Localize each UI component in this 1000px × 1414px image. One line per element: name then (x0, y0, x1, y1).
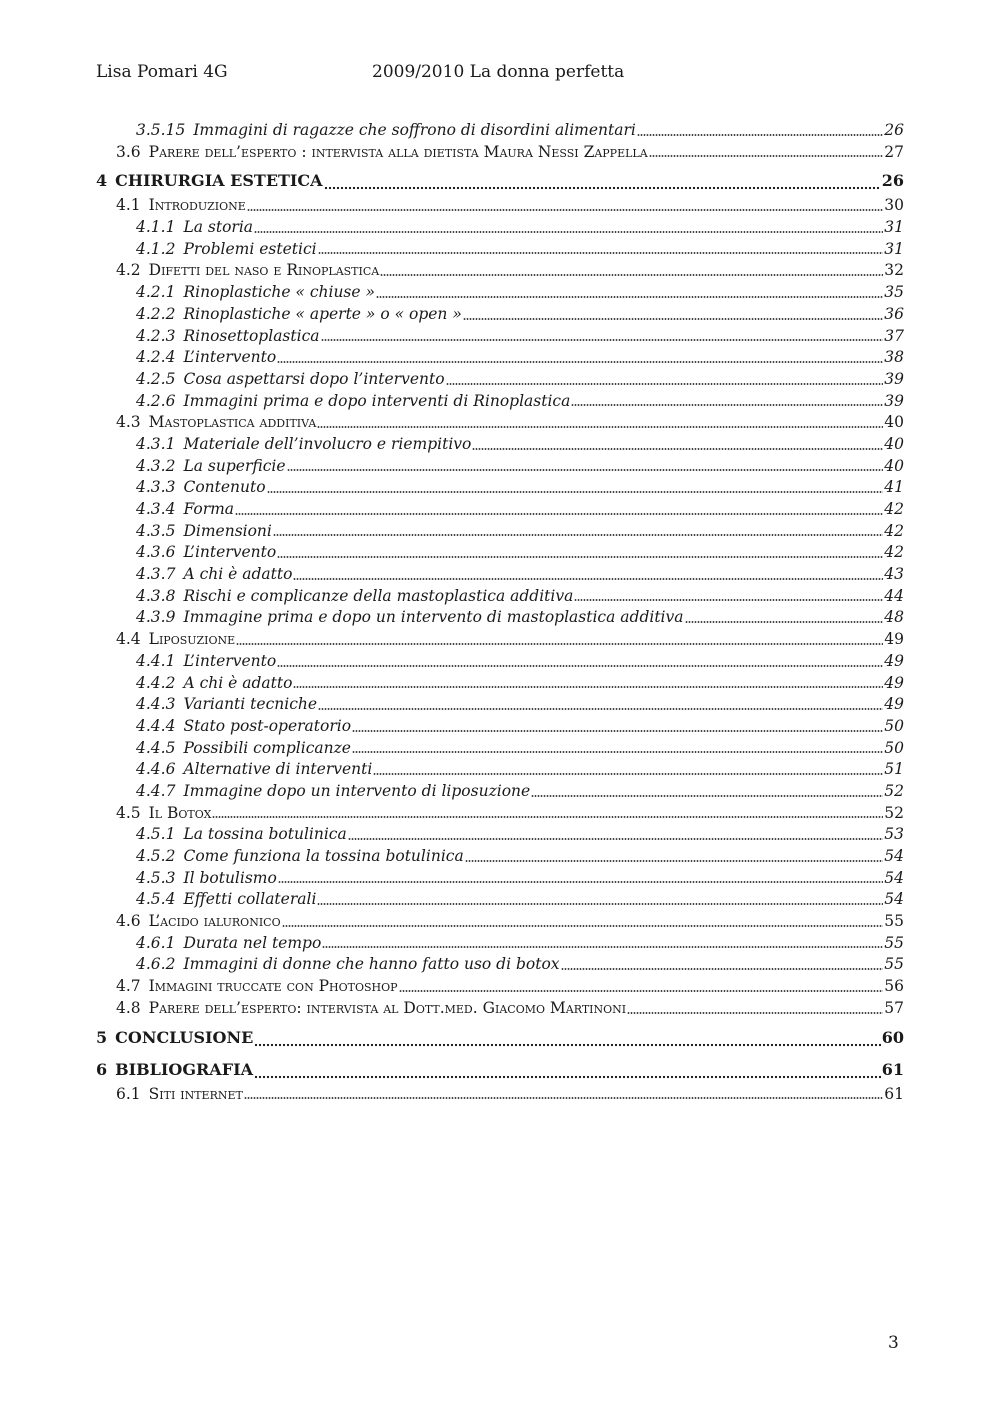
toc-entry-label (136, 499, 234, 521)
toc-entry-page: 56 (884, 977, 904, 996)
toc-entry-number: 4.4 (116, 630, 141, 649)
toc-entry-number: 4.8 (116, 998, 141, 1017)
toc-entry-page: 55 (884, 955, 904, 974)
toc-dot-leader (267, 490, 884, 494)
toc-entry-text: Il Botox (148, 803, 212, 822)
toc-entry-page: 60 (881, 1027, 904, 1047)
toc-entry[interactable] (96, 499, 904, 521)
toc-entry[interactable] (96, 651, 904, 673)
toc-entry-number: 4.7 (116, 977, 141, 996)
toc-entry-number: 3.6 (116, 142, 141, 161)
toc-entry-label (136, 521, 272, 543)
toc-dot-leader (324, 186, 881, 190)
toc-entry[interactable] (96, 564, 904, 586)
toc-entry-label (136, 586, 573, 608)
toc-entry-label (136, 217, 253, 239)
toc-entry[interactable] (96, 412, 904, 434)
toc-entry[interactable] (96, 673, 904, 695)
toc-entry-text: Immagine prima e dopo un intervento di mastoplastica additiva (183, 608, 684, 627)
toc-dot-leader (293, 577, 883, 581)
toc-entry-text: Cosa aspettarsi dopo l’intervento (183, 369, 445, 388)
toc-entry-number: 4.3 (116, 413, 141, 432)
toc-entry-number: 4.3.2 (136, 456, 176, 475)
toc-entry-page: 54 (884, 868, 904, 887)
toc-dot-leader (247, 208, 883, 212)
toc-entry-text: La superficie (183, 456, 286, 475)
toc-entry[interactable] (96, 239, 904, 261)
toc-entry-text: Rinosettoplastica (183, 326, 320, 345)
toc-entry-page: 53 (884, 825, 904, 844)
toc-entry-label (136, 239, 317, 261)
toc-entry-text: Possibili complicanze (183, 738, 351, 757)
toc-entry-page: 49 (884, 695, 904, 714)
toc-entry-number: 4.5.2 (136, 847, 176, 865)
toc-entry-number: 4.4.7 (136, 781, 176, 800)
toc-entry-text: Varianti tecniche (183, 695, 318, 714)
toc-entry-number: 6.1 (116, 1084, 141, 1103)
toc-entry-label (96, 1023, 253, 1052)
toc-entry-label (136, 846, 464, 868)
toc-entry-label (116, 260, 379, 282)
toc-entry-number: 6 (96, 1059, 108, 1079)
toc-entry[interactable] (96, 846, 904, 868)
toc-entry-text: Contenuto (183, 478, 266, 497)
toc-entry-number: 4.3.5 (136, 521, 176, 540)
toc-entry-number: 3.5.15 (136, 121, 186, 139)
toc-entry-page: 40 (884, 456, 904, 475)
toc-dot-leader (463, 317, 883, 321)
header-title: 2009/2010 La donna perfetta (372, 62, 625, 82)
toc-dot-leader (212, 815, 883, 819)
toc-entry-text: Mastoplastica additiva (148, 413, 317, 432)
toc-entry-page: 54 (884, 890, 904, 909)
toc-entry[interactable] (96, 260, 904, 282)
toc-entry-page: 51 (884, 760, 904, 779)
toc-entry[interactable] (96, 868, 904, 890)
toc-entry-page: 26 (881, 171, 904, 191)
toc-entry-text: L’acido ialuronico (148, 912, 281, 931)
toc-dot-leader (685, 620, 884, 624)
toc-entry-number: 4.2.1 (136, 283, 176, 302)
toc-entry-text: BIBLIOGRAFIA (115, 1059, 253, 1079)
toc-entry-number: 4.5.1 (136, 825, 176, 844)
toc-entry[interactable] (96, 998, 904, 1020)
toc-entry-label (136, 120, 636, 142)
toc-entry-page: 55 (884, 933, 904, 952)
toc-entry-page: 50 (884, 738, 904, 757)
toc-dot-leader (321, 338, 884, 342)
toc-entry[interactable] (96, 629, 904, 651)
toc-entry-number: 5 (96, 1027, 108, 1047)
toc-entry[interactable] (96, 781, 904, 803)
toc-entry-text: CONCLUSIONE (115, 1027, 254, 1047)
toc-entry-number: 4.1 (116, 196, 141, 215)
toc-entry-text: Forma (183, 500, 235, 518)
toc-entry[interactable] (96, 933, 904, 955)
page-header (96, 62, 904, 86)
toc-entry-page: 42 (884, 500, 904, 518)
toc-entry-number: 4 (96, 171, 108, 191)
toc-entry-page: 49 (884, 630, 904, 649)
toc-dot-leader (317, 902, 883, 906)
toc-entry-text: Parere dell’esperto: intervista al Dott.med. Giacomo Martinoni (148, 998, 627, 1017)
toc-dot-leader (254, 1043, 880, 1047)
toc-entry-text: Dimensioni (183, 521, 272, 540)
toc-entry-text: Come funziona la tossina botulinica (183, 847, 464, 865)
toc-entry-page: 39 (884, 391, 904, 410)
toc-entry-label (136, 716, 351, 738)
toc-entry-text: A chi è adatto (183, 673, 293, 692)
toc-entry[interactable] (96, 954, 904, 976)
toc-entry-page: 42 (884, 543, 904, 562)
toc-entry-page: 48 (884, 608, 904, 627)
toc-dot-leader (561, 967, 884, 971)
toc-entry-label (136, 889, 316, 911)
toc-entry-number: 4.5.3 (136, 868, 176, 887)
toc-entry[interactable] (96, 759, 904, 781)
toc-dot-leader (236, 642, 883, 646)
toc-entry-text: Immagini prima e dopo interventi di Rinoplastica (183, 391, 571, 410)
toc-entry-text: Immagini truccate con Photoshop (148, 977, 398, 996)
toc-entry-page: 39 (884, 369, 904, 388)
toc-entry-label (96, 166, 323, 195)
toc-dot-leader (318, 707, 883, 711)
toc-entry[interactable] (96, 1055, 904, 1084)
toc-entry[interactable] (96, 976, 904, 998)
toc-entry-text: Effetti collaterali (183, 890, 317, 909)
toc-entry[interactable] (96, 889, 904, 911)
toc-entry-page: 38 (884, 348, 904, 367)
toc-entry[interactable] (96, 326, 904, 348)
toc-dot-leader (293, 685, 883, 689)
toc-entry[interactable] (96, 195, 904, 217)
toc-entry-label (136, 607, 684, 629)
toc-entry-label (136, 673, 292, 695)
toc-entry-number: 4.4.4 (136, 716, 176, 735)
toc-entry-text: La tossina botulinica (183, 825, 347, 844)
toc-dot-leader (637, 133, 883, 137)
toc-entry-label (136, 304, 462, 326)
toc-entry-page: 40 (884, 434, 904, 453)
toc-entry-text: Siti internet (148, 1084, 243, 1103)
toc-entry-label (116, 911, 281, 933)
toc-entry-number: 4.5.4 (136, 890, 176, 909)
toc-dot-leader (244, 1096, 883, 1100)
toc-dot-leader (318, 251, 884, 255)
toc-entry[interactable] (96, 803, 904, 825)
toc-entry-label (116, 976, 398, 998)
toc-entry-text: Stato post-operatorio (183, 716, 352, 735)
toc-dot-leader (322, 945, 883, 949)
toc-dot-leader (465, 859, 884, 863)
toc-entry[interactable] (96, 586, 904, 608)
toc-entry-number: 4.6.2 (136, 955, 176, 974)
toc-dot-leader (352, 750, 883, 754)
toc-entry-text: A chi è adatto (183, 565, 293, 584)
page-number: 3 (888, 1333, 899, 1353)
toc-entry-page: 44 (884, 586, 904, 605)
toc-entry-label (136, 694, 317, 716)
toc-entry-number: 4.4.1 (136, 651, 176, 670)
toc-entry-label (116, 1084, 243, 1106)
toc-dot-leader (277, 360, 883, 364)
toc-entry-label (136, 824, 347, 846)
toc-entry-label (136, 651, 276, 673)
toc-entry-text: Materiale dell’involucro e riempitivo (183, 434, 472, 453)
toc-entry-number: 4.4.3 (136, 695, 176, 714)
toc-entry-number: 4.1.2 (136, 239, 176, 258)
toc-dot-leader (399, 989, 884, 993)
toc-entry-label (136, 347, 276, 369)
toc-entry-text: Immagini di ragazze che soffrono di disordini alimentari (193, 121, 636, 139)
toc-entry-text: Immagine dopo un intervento di liposuzione (183, 781, 531, 800)
toc-entry[interactable] (96, 521, 904, 543)
toc-entry-page: 50 (884, 716, 904, 735)
toc-dot-leader (571, 403, 883, 407)
toc-entry-number: 4.2 (116, 261, 141, 280)
toc-entry-text: Difetti del naso e Rinoplastica (148, 261, 380, 280)
toc-entry-label (136, 564, 292, 586)
toc-entry-label (136, 738, 351, 760)
toc-dot-leader (254, 1075, 881, 1079)
toc-entry-text: Liposuzione (148, 630, 236, 649)
toc-entry-text: L’intervento (183, 348, 277, 367)
toc-dot-leader (254, 230, 883, 234)
toc-entry-page: 36 (884, 304, 904, 323)
toc-dot-leader (376, 295, 883, 299)
toc-entry-number: 4.5 (116, 803, 141, 822)
toc-entry-page: 43 (884, 565, 904, 584)
toc-entry[interactable] (96, 142, 904, 164)
toc-entry-page: 54 (884, 847, 904, 865)
toc-entry-number: 4.4.2 (136, 673, 176, 692)
toc-entry[interactable] (96, 716, 904, 738)
toc-entry-label (136, 456, 286, 478)
toc-entry[interactable] (96, 542, 904, 564)
toc-entry-number: 4.2.2 (136, 304, 176, 323)
toc-entry-label (136, 434, 471, 456)
toc-dot-leader (235, 512, 883, 516)
toc-dot-leader (277, 664, 883, 668)
toc-entry-page: 41 (884, 478, 904, 497)
toc-entry-text: Immagini di donne che hanno fatto uso di botox (183, 955, 560, 974)
toc-dot-leader (373, 772, 883, 776)
toc-entry-label (136, 369, 445, 391)
toc-entry-page: 42 (884, 521, 904, 540)
toc-entry-page: 61 (881, 1059, 904, 1079)
toc-dot-leader (380, 273, 883, 277)
toc-entry-text: L’intervento (183, 543, 277, 562)
toc-entry-page: 26 (884, 121, 904, 139)
toc-dot-leader (317, 425, 883, 429)
toc-entry-text: Alternative di interventi (183, 760, 373, 779)
toc-entry-number: 4.3.9 (136, 608, 176, 627)
toc-entry-number: 4.6 (116, 912, 141, 931)
toc-entry[interactable] (96, 1023, 904, 1052)
toc-dot-leader (352, 729, 883, 733)
toc-dot-leader (531, 794, 883, 798)
toc-entry-number: 4.3.8 (136, 586, 176, 605)
toc-entry[interactable] (96, 120, 904, 142)
toc-entry-number: 4.3.7 (136, 565, 176, 584)
toc-entry-label (136, 477, 266, 499)
toc-entry-text: Parere dell’esperto : intervista alla dietista Maura Nessi Zappella (148, 142, 648, 161)
toc-entry-number: 4.2.5 (136, 369, 176, 388)
toc-entry-number: 4.3.3 (136, 478, 176, 497)
toc-entry[interactable] (96, 911, 904, 933)
toc-entry-text: CHIRURGIA ESTETICA (115, 171, 323, 191)
toc-dot-leader (278, 880, 883, 884)
toc-entry[interactable] (96, 347, 904, 369)
toc-entry-label (136, 781, 530, 803)
toc-entry[interactable] (96, 824, 904, 846)
toc-dot-leader (627, 1011, 883, 1015)
toc-entry-text: Introduzione (148, 196, 246, 215)
toc-entry-page: 27 (884, 142, 904, 161)
toc-entry[interactable] (96, 282, 904, 304)
toc-entry-label (116, 195, 246, 217)
toc-entry-text: Durata nel tempo (183, 933, 322, 952)
toc-dot-leader (348, 837, 884, 841)
toc-dot-leader (649, 154, 884, 158)
toc-entry-number: 4.1.1 (136, 218, 176, 237)
toc-entry-label (136, 759, 372, 781)
toc-entry-page: 32 (884, 261, 904, 280)
toc-entry-label (116, 629, 235, 651)
toc-entry-label (136, 282, 375, 304)
toc-entry-page: 49 (884, 673, 904, 692)
toc-entry-page: 35 (884, 283, 904, 302)
toc-entry[interactable] (96, 434, 904, 456)
toc-entry-number: 4.3.1 (136, 434, 176, 453)
toc-entry-page: 40 (884, 413, 904, 432)
toc-entry-label (96, 1055, 253, 1084)
toc-entry[interactable] (96, 607, 904, 629)
toc-entry-label (136, 933, 321, 955)
toc-entry-label (116, 412, 316, 434)
toc-entry[interactable] (96, 456, 904, 478)
toc-dot-leader (287, 468, 884, 472)
toc-dot-leader (282, 924, 884, 928)
toc-entry-page: 37 (884, 326, 904, 345)
toc-dot-leader (574, 598, 883, 602)
toc-entry-text: La storia (183, 218, 254, 237)
toc-entry-label (136, 954, 560, 976)
toc-entry[interactable] (96, 1084, 904, 1106)
toc-entry-text: Problemi estetici (183, 239, 317, 258)
toc-entry-label (136, 326, 320, 348)
toc-entry-label (136, 542, 276, 564)
toc-entry-label (136, 391, 570, 413)
toc-dot-leader (446, 382, 884, 386)
toc-dot-leader (273, 533, 883, 537)
toc-entry-page: 52 (884, 781, 904, 800)
toc-entry-number: 4.6.1 (136, 933, 176, 952)
header-author: Lisa Pomari 4G (96, 62, 228, 82)
table-of-contents (96, 120, 904, 1105)
toc-entry-number: 4.2.3 (136, 326, 176, 345)
toc-entry-text: Rischi e complicanze della mastoplastica additiva (183, 586, 574, 605)
toc-entry-text: Rinoplastiche « chiuse » (183, 283, 375, 302)
toc-entry[interactable] (96, 217, 904, 239)
toc-dot-leader (472, 447, 883, 451)
toc-entry-number: 4.3.6 (136, 543, 176, 562)
toc-entry[interactable] (96, 391, 904, 413)
toc-entry-text: Il botulismo (183, 868, 277, 887)
toc-entry[interactable] (96, 166, 904, 195)
toc-entry-page: 31 (884, 239, 904, 258)
toc-entry-label (116, 803, 211, 825)
toc-entry-page: 55 (884, 912, 904, 931)
toc-entry-page: 31 (884, 218, 904, 237)
toc-entry-text: L’intervento (183, 651, 277, 670)
toc-entry-number: 4.3.4 (136, 500, 176, 518)
toc-entry[interactable] (96, 369, 904, 391)
toc-entry[interactable] (96, 304, 904, 326)
toc-entry-page: 49 (884, 651, 904, 670)
toc-entry-number: 4.2.6 (136, 391, 176, 410)
toc-entry-page: 30 (884, 196, 904, 215)
toc-entry[interactable] (96, 477, 904, 499)
toc-entry-page: 52 (884, 803, 904, 822)
toc-entry[interactable] (96, 738, 904, 760)
toc-dot-leader (277, 555, 883, 559)
toc-entry-label (116, 998, 626, 1020)
toc-entry-label (116, 142, 648, 164)
toc-entry[interactable] (96, 694, 904, 716)
toc-entry-label (136, 868, 277, 890)
toc-entry-number: 4.4.6 (136, 760, 176, 779)
toc-entry-number: 4.2.4 (136, 348, 176, 367)
toc-entry-number: 4.4.5 (136, 738, 176, 757)
toc-entry-text: Rinoplastiche « aperte » o « open » (183, 304, 462, 323)
toc-entry-page: 61 (884, 1084, 904, 1103)
toc-entry-page: 57 (884, 998, 904, 1017)
